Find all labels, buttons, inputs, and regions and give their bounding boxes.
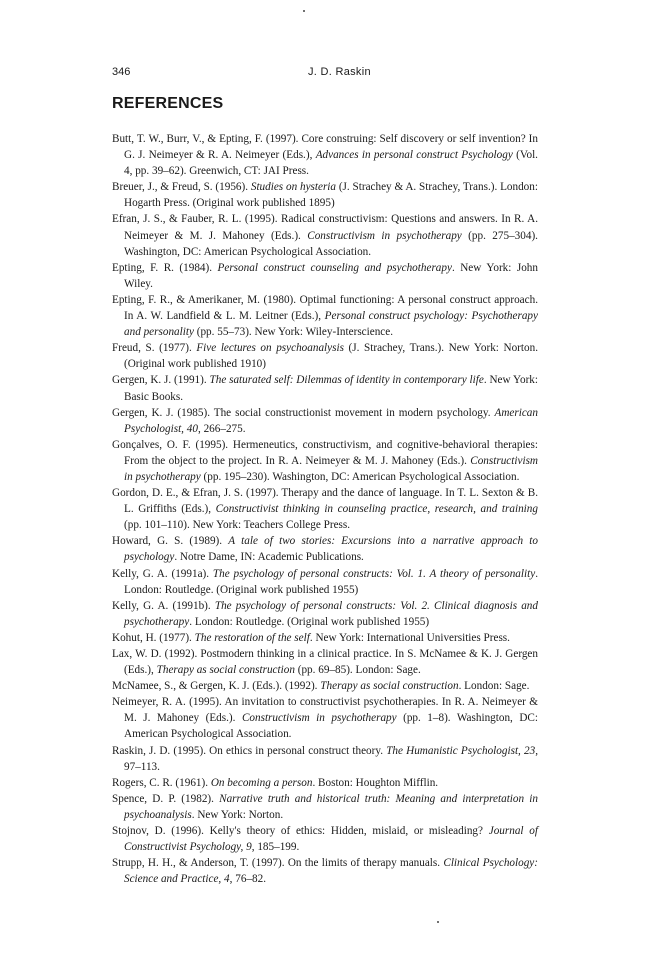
scan-speck bbox=[303, 10, 305, 12]
reference-entry: Spence, D. P. (1982). Narrative truth and historical truth: Meaning and interpretation in psychoanalysis. New York: Norton. bbox=[112, 792, 538, 821]
reference-entry: Epting, F. R. (1984). Personal construct counseling and psychotherapy. New York: John Wiley. bbox=[112, 261, 538, 290]
reference-entry: Kohut, H. (1977). The restoration of the self. New York: International Universities Press. bbox=[112, 631, 510, 644]
reference-entry: Lax, W. D. (1992). Postmodern thinking in a clinical practice. In S. McNamee & K. J. Gergen (Eds.), Therapy as social construction (pp. 69–85). London: Sage. bbox=[112, 648, 538, 677]
reference-entry: Rogers, C. R. (1961). On becoming a person. Boston: Houghton Mifflin. bbox=[112, 776, 439, 789]
reference-entry: Neimeyer, R. A. (1995). An invitation to constructivist psychotherapies. In R. A. Neimeyer & M. J. Mahoney (Eds.). Constructivism in psychotherapy (pp. 1–8). Washington, DC: American Psychological Association. bbox=[112, 696, 538, 741]
page-number: 346 bbox=[112, 66, 131, 78]
running-head-author: J. D. Raskin bbox=[308, 66, 371, 78]
reference-entry: Gergen, K. J. (1991). The saturated self: Dilemmas of identity in contemporary life. New York: Basic Books. bbox=[112, 374, 538, 403]
reference-entry: Freud, S. (1977). Five lectures on psychoanalysis (J. Strachey, Trans.). New York: Norton. (Original work published 1910) bbox=[112, 342, 538, 371]
reference-entry: Howard, G. S. (1989). A tale of two stories: Excursions into a narrative approach to psychology. Notre Dame, IN: Academic Publications. bbox=[112, 535, 538, 564]
reference-entry: McNamee, S., & Gergen, K. J. (Eds.). (1992). Therapy as social construction. London: Sage. bbox=[112, 680, 530, 693]
reference-entry: Butt, T. W., Burr, V., & Epting, F. (1997). Core construing: Self discovery or self invention? In G. J. Neimeyer & R. A. Neimeyer (Eds.), Advances in personal construct Psychology (Vol. 4, pp. 39–62). Greenwich, CT: JAI Press. bbox=[112, 133, 538, 178]
reference-entry: Raskin, J. D. (1995). On ethics in personal construct theory. The Humanistic Psychologist, 23, 97–113. bbox=[112, 744, 538, 773]
reference-list bbox=[112, 131, 538, 887]
reference-entry: Efran, J. S., & Fauber, R. L. (1995). Radical constructivism: Questions and answers. In R. A. Neimeyer & M. J. Mahoney (Eds.). Constructivism in psychotherapy (pp. 275–304). Washington, DC: American Psychological Association. bbox=[112, 213, 538, 258]
reference-entry: Gonçalves, O. F. (1995). Hermeneutics, constructivism, and cognitive-behavioral therapies: From the object to the project. In R. A. Neimeyer & M. J. Mahoney (Eds.). Constructivism in psychotherapy (pp. 195–230). Washington, DC: American Psychological Association. bbox=[112, 438, 538, 483]
reference-entry: Stojnov, D. (1996). Kelly's theory of ethics: Hidden, mislaid, or misleading? Journal of Constructivist Psychology, 9, 185–199. bbox=[112, 825, 538, 854]
reference-entry: Gergen, K. J. (1985). The social constructionist movement in modern psychology. American Psychologist, 40, 266–275. bbox=[112, 406, 538, 435]
reference-entry: Gordon, D. E., & Efran, J. S. (1997). Therapy and the dance of language. In T. L. Sexton & B. L. Griffiths (Eds.), Constructivist thinking in counseling practice, research, and training (pp. 101–110). New York: Teachers College Press. bbox=[112, 487, 538, 532]
reference-entry: Strupp, H. H., & Anderson, T. (1997). On the limits of therapy manuals. Clinical Psychology: Science and Practice, 4, 76–82. bbox=[112, 857, 538, 886]
reference-entry: Kelly, G. A. (1991a). The psychology of personal constructs: Vol. 1. A theory of personality. London: Routledge. (Original work published 1955) bbox=[112, 567, 538, 596]
reference-entry: Breuer, J., & Freud, S. (1956). Studies on hysteria (J. Strachey & A. Strachey, Trans.). London: Hogarth Press. (Original work published 1895) bbox=[112, 181, 538, 210]
scan-speck bbox=[437, 921, 439, 923]
reference-entry: Epting, F. R., & Amerikaner, M. (1980). Optimal functioning: A personal construct approach. In A. W. Landfield & L. M. Leitner (Eds.), Personal construct psychology: Psychotherapy and personality (pp. 55–73). New York: Wiley-Interscience. bbox=[112, 293, 538, 339]
reference-entry: Kelly, G. A. (1991b). The psychology of personal constructs: Vol. 2. Clinical diagnosis and psychotherapy. London: Routledge. (Original work published 1955) bbox=[112, 599, 538, 628]
section-title: REFERENCES bbox=[112, 95, 224, 112]
running-header bbox=[112, 66, 536, 82]
